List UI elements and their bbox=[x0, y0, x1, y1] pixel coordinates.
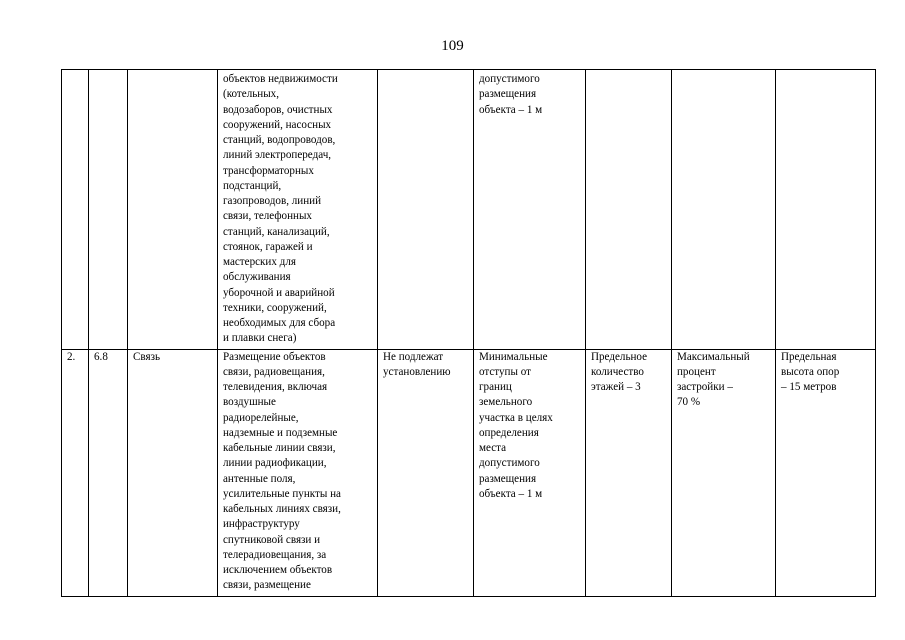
cell-code bbox=[89, 70, 128, 350]
cell-coverage: Максимальный процент застройки – 70 % bbox=[672, 349, 776, 596]
table-row bbox=[62, 70, 876, 350]
cell-min-area: Не подлежат установлению bbox=[378, 349, 474, 596]
cell-name: Связь bbox=[128, 349, 218, 596]
page-number: 109 bbox=[441, 38, 464, 54]
cell-description: объектов недвижимости (котельных, водозаборов, очистных сооружений, насосных станций, водопроводов, линий электропередач, трансформаторных подстанций, газопроводов, линий связи, телефонных станций, канализаций, стоянок, гаражей и мастерских для обслуживания уборочной и аварийной техники, сооружений, необходимых для сбора и плавки снега) bbox=[218, 70, 378, 350]
cell-code: 6.8 bbox=[89, 349, 128, 596]
cell-setbacks: Минимальные отступы от границ земельного участка в целях определения места допустимого размещения объекта – 1 м bbox=[474, 349, 586, 596]
table-row bbox=[62, 349, 876, 596]
cell-other: Предельная высота опор – 15 метров bbox=[776, 349, 876, 596]
cell-setbacks: допустимого размещения объекта – 1 м bbox=[474, 70, 586, 350]
cell-coverage bbox=[672, 70, 776, 350]
cell-number bbox=[62, 70, 89, 350]
regulations-table bbox=[61, 69, 876, 597]
cell-floors bbox=[586, 70, 672, 350]
cell-min-area bbox=[378, 70, 474, 350]
cell-floors: Предельное количество этажей – 3 bbox=[586, 349, 672, 596]
cell-other bbox=[776, 70, 876, 350]
cell-description: Размещение объектов связи, радиовещания, телевидения, включая воздушные радиорелейные, надземные и подземные кабельные линии связи, линии радиофикации, антенные поля, усилительные пункты на кабельных линиях связи, инфраструктуру спутниковой связи и телерадиовещания, за исключением объектов связи, размещение bbox=[218, 349, 378, 596]
cell-name bbox=[128, 70, 218, 350]
cell-number: 2. bbox=[62, 349, 89, 596]
